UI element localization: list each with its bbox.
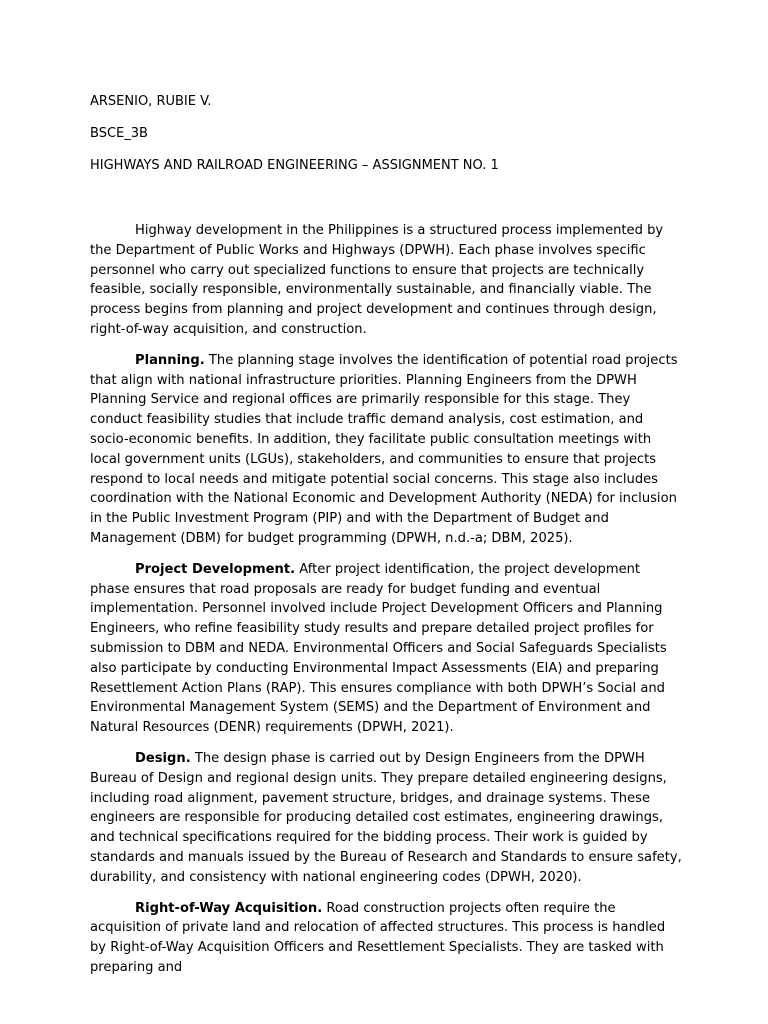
planning-body: The planning stage involves the identification of potential road projects that align with national infrastructure priorities. Planning Engineers from the DPWH Planning Service and regional offices are primarily responsible for this stage. They conduct feasibility studies that include traffic demand analysis, cost estimation, and socio-economic benefits. In addition, they facilitate public consultation meetings with local government units (LGUs), stakeholders, and communities to ensure that projects respond to local needs and mitigate potential social concerns. This stage also includes coordination with the National Economic and Development Authority (NEDA) for inclusion in the Public Investment Program (PIP) and with the Department of Budget and Management (DBM) for budget programming (DPWH, n.d.-a; DBM, 2025). bbox=[90, 352, 678, 546]
right-of-way-paragraph bbox=[90, 899, 682, 978]
assignment-title: HIGHWAYS AND RAILROAD ENGINEERING – ASSIGNMENT NO. 1 bbox=[90, 158, 499, 173]
section-code: BSCE_3B bbox=[90, 126, 148, 141]
project-development-paragraph bbox=[90, 560, 682, 738]
planning-paragraph bbox=[90, 351, 682, 549]
intro-paragraph: Highway development in the Philippines is a structured process implemented by the Department of Public Works and Highways (DPWH). Each phase involves specific personnel who carry out specialized functions to ensure that projects are technically feasible, socially responsible, environmentally sustainable, and financially viable. The process begins from planning and project development and continues through design, right-of-way acquisition, and construction. bbox=[90, 223, 664, 337]
project-development-body: After project identification, the project development phase ensures that road proposals are ready for budget funding and eventual implementation. Personnel involved include Project Development Officers and Planning Engineers, who refine feasibility study results and prepare detailed project profiles for submission to DBM and NEDA. Environmental Officers and Social Safeguards Specialists also participate by conducting Environmental Impact Assessments (EIA) and preparing Resettlement Action Plans (RAP). This ensures compliance with both DPWH’s Social and Environmental Management System (SEMS) and the Department of Environment and Natural Resources (DENR) requirements (DPWH, 2021). bbox=[90, 561, 667, 736]
planning-heading: Planning. bbox=[135, 352, 205, 368]
right-of-way-heading: Right-of-Way Acquisition. bbox=[135, 900, 323, 916]
author-name: ARSENIO, RUBIE V. bbox=[90, 94, 212, 109]
document-page bbox=[90, 92, 682, 989]
design-body: The design phase is carried out by Design Engineers from the DPWH Bureau of Design and regional design units. They prepare detailed engineering designs, including road alignment, pavement structure, bridges, and drainage systems. These engineers are responsible for producing detailed cost estimates, engineering drawings, and technical specifications required for the bidding process. Their work is guided by standards and manuals issued by the Bureau of Research and Standards to ensure safety, durability, and consistency with national engineering codes (DPWH, 2020). bbox=[90, 750, 682, 885]
project-development-heading: Project Development. bbox=[135, 561, 296, 577]
design-heading: Design. bbox=[135, 750, 191, 766]
design-paragraph bbox=[90, 749, 682, 888]
right-of-way-body: Road construction projects often require the acquisition of private land and relocation of affected structures. This process is handled by Right-of-Way Acquisition Officers and Resettlement Specialists. They are tasked with preparing and bbox=[90, 900, 666, 975]
header-spacer bbox=[90, 188, 682, 221]
